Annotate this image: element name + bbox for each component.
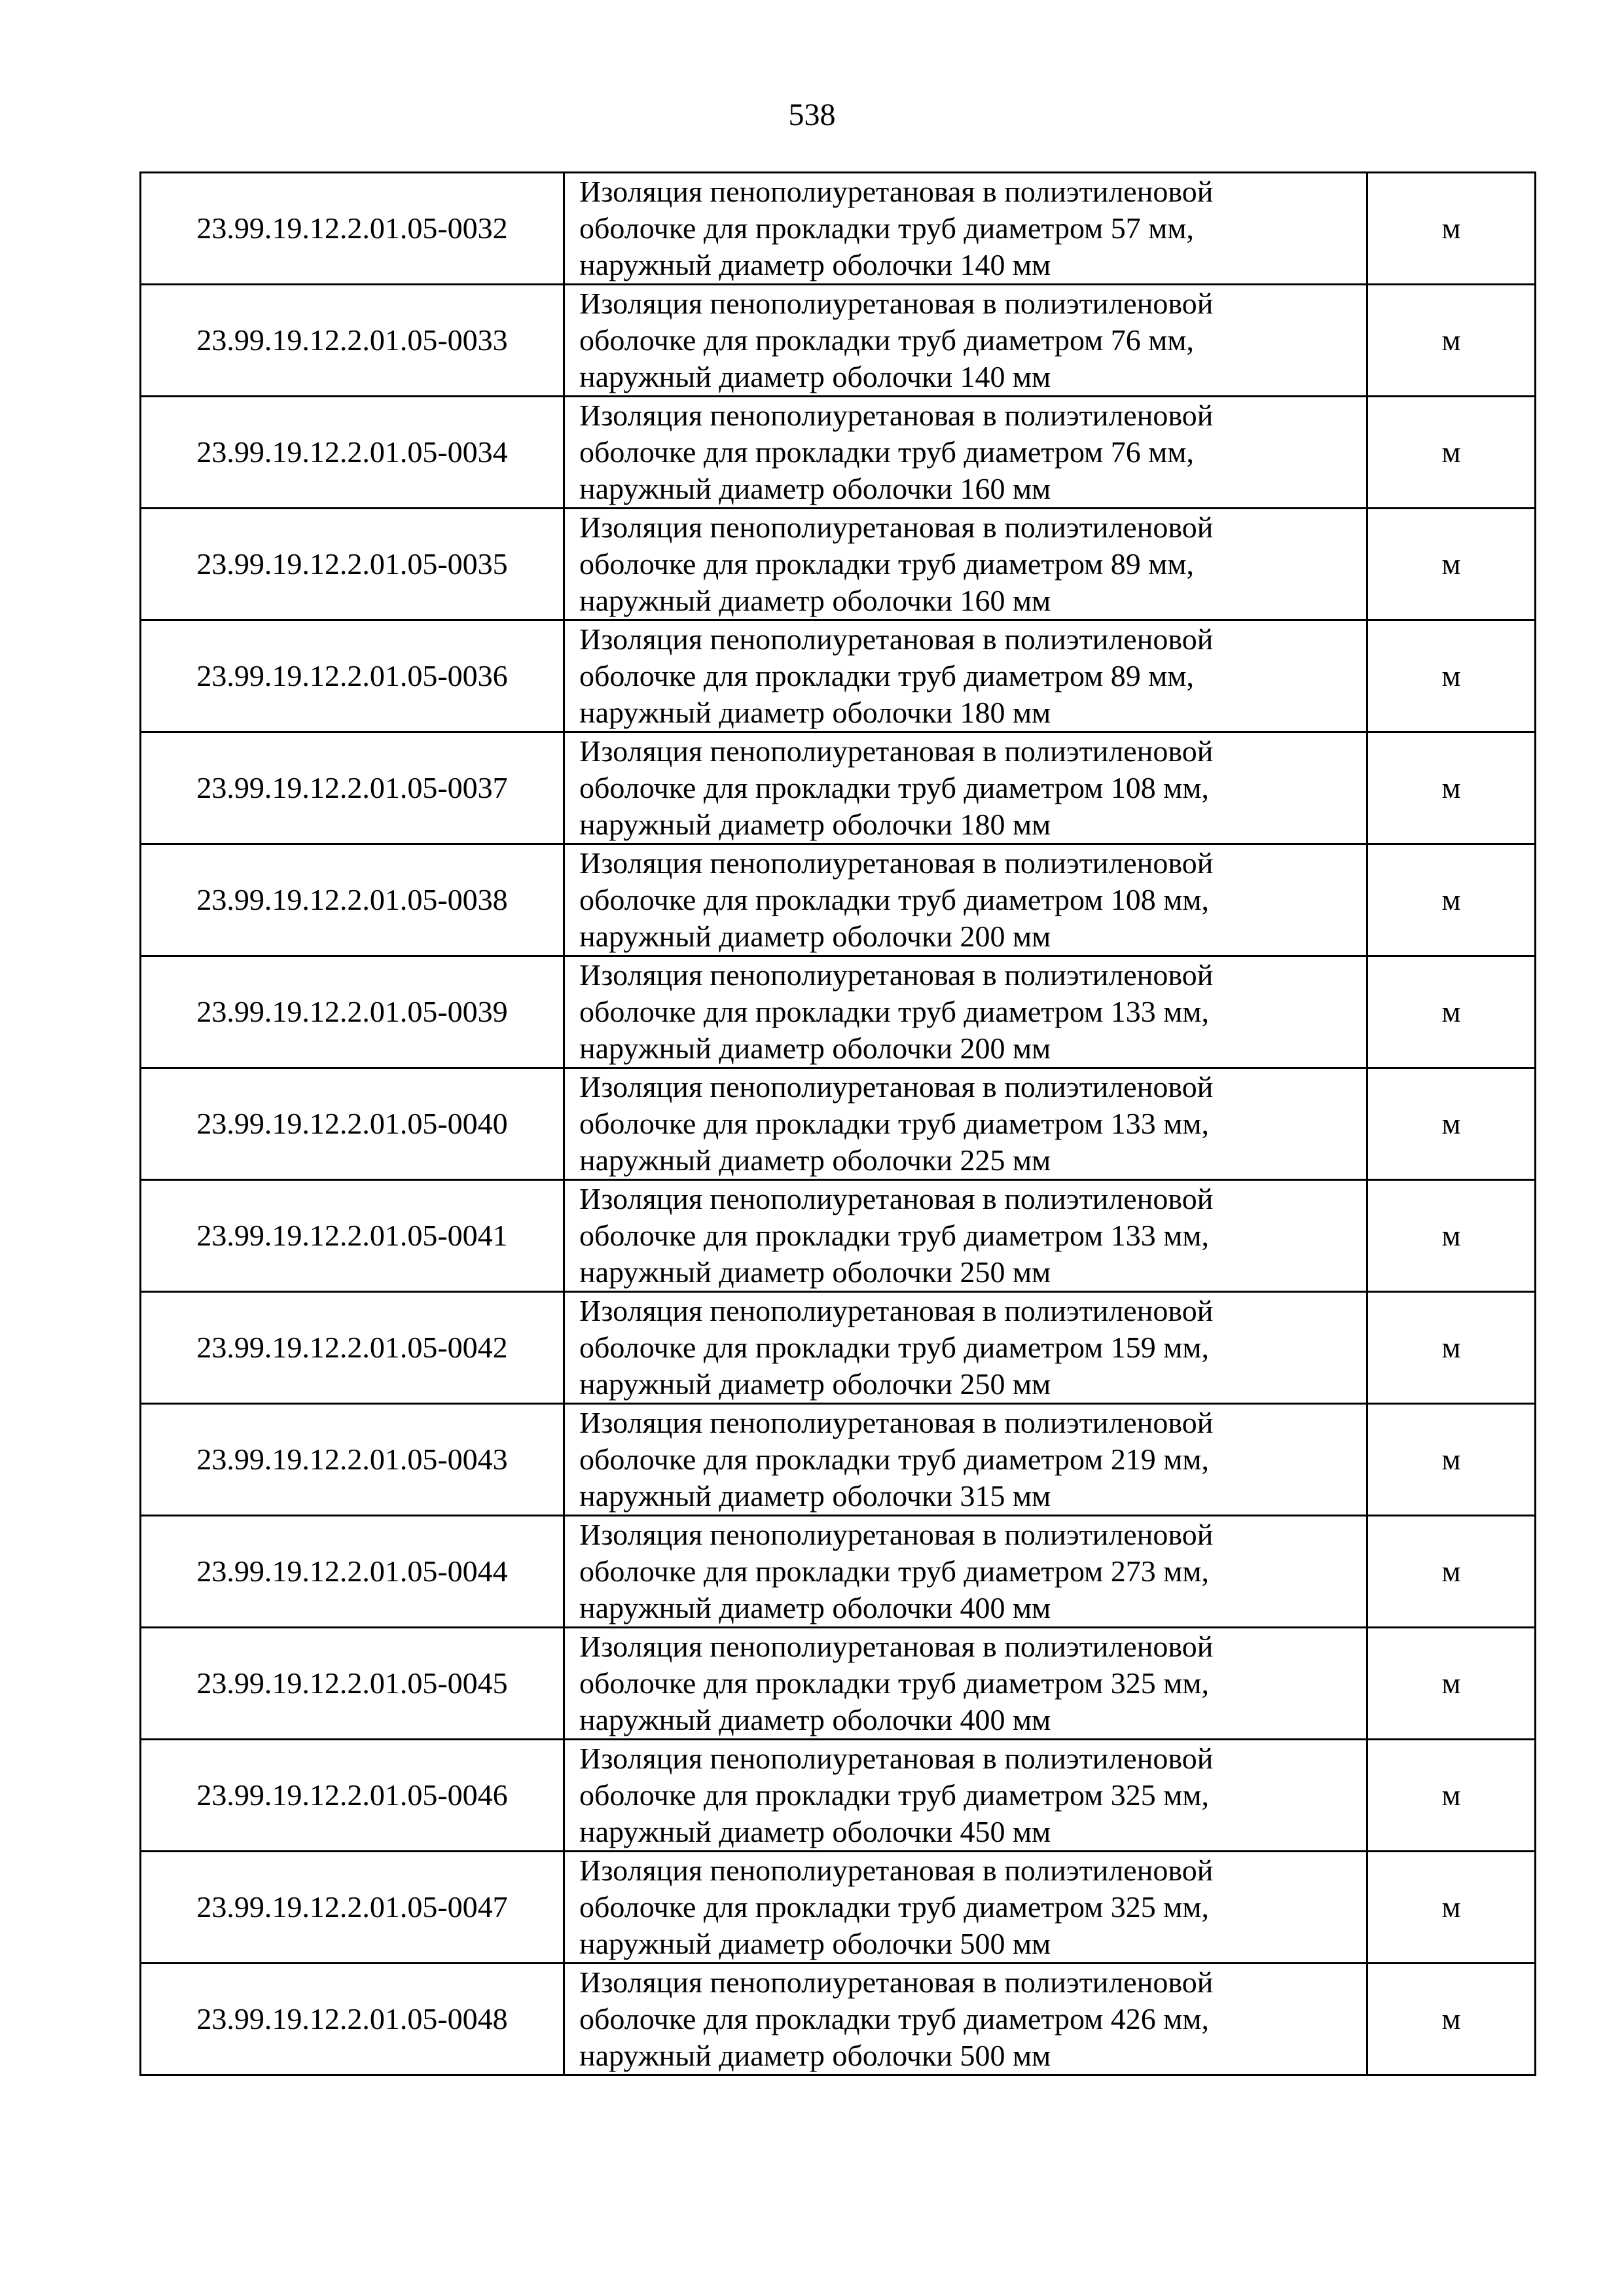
resource-description (564, 844, 1367, 956)
unit-of-measure: м (1367, 1964, 1536, 2075)
resource-code: 23.99.19.12.2.01.05-0044 (141, 1516, 564, 1628)
description-line: оболочке для прокладки труб диаметром 133 мм, (579, 995, 1209, 1028)
description-line: наружный диаметр оболочки 400 мм (579, 1703, 1051, 1736)
description-line: Изоляция пенополиуретановая в полиэтиленовой (579, 1294, 1214, 1327)
resource-description (564, 1852, 1367, 1964)
table-row (141, 1628, 1536, 1740)
unit-of-measure: м (1367, 1628, 1536, 1740)
description-line: Изоляция пенополиуретановая в полиэтиленовой (579, 958, 1214, 992)
description-line: оболочке для прокладки труб диаметром 89 мм, (579, 547, 1194, 581)
description-line: наружный диаметр оболочки 180 мм (579, 808, 1051, 841)
resource-description (564, 173, 1367, 285)
table-row (141, 285, 1536, 397)
table-row (141, 397, 1536, 509)
unit-of-measure: м (1367, 1740, 1536, 1852)
description-line: оболочке для прокладки труб диаметром 426 мм, (579, 2002, 1209, 2036)
table-row (141, 620, 1536, 732)
unit-of-measure: м (1367, 509, 1536, 620)
resource-code: 23.99.19.12.2.01.05-0033 (141, 285, 564, 397)
resource-code: 23.99.19.12.2.01.05-0037 (141, 732, 564, 844)
table-row (141, 1964, 1536, 2075)
description-line: Изоляция пенополиуретановая в полиэтиленовой (579, 511, 1214, 544)
resource-code: 23.99.19.12.2.01.05-0036 (141, 620, 564, 732)
table-row (141, 1404, 1536, 1516)
description-line: оболочке для прокладки труб диаметром 273 мм, (579, 1554, 1209, 1588)
resource-description (564, 285, 1367, 397)
description-line: оболочке для прокладки труб диаметром 219 мм, (579, 1443, 1209, 1476)
resource-code: 23.99.19.12.2.01.05-0039 (141, 956, 564, 1068)
description-line: наружный диаметр оболочки 250 мм (579, 1255, 1051, 1289)
unit-of-measure: м (1367, 1068, 1536, 1180)
resource-table (139, 171, 1536, 2076)
resource-description (564, 1740, 1367, 1852)
description-line: оболочке для прокладки труб диаметром 57 мм, (579, 211, 1194, 245)
description-line: наружный диаметр оболочки 200 мм (579, 1031, 1051, 1065)
table-row (141, 1068, 1536, 1180)
resource-code: 23.99.19.12.2.01.05-0034 (141, 397, 564, 509)
description-line: Изоляция пенополиуретановая в полиэтиленовой (579, 1742, 1214, 1775)
description-line: Изоляция пенополиуретановая в полиэтиленовой (579, 622, 1214, 656)
description-line: Изоляция пенополиуретановая в полиэтиленовой (579, 287, 1214, 320)
description-line: оболочке для прокладки труб диаметром 108 мм, (579, 883, 1209, 916)
resource-code: 23.99.19.12.2.01.05-0041 (141, 1180, 564, 1292)
table-row (141, 844, 1536, 956)
description-line: Изоляция пенополиуретановая в полиэтиленовой (579, 846, 1214, 880)
description-line: оболочке для прокладки труб диаметром 325 мм, (579, 1778, 1209, 1812)
unit-of-measure: м (1367, 844, 1536, 956)
resource-code: 23.99.19.12.2.01.05-0035 (141, 509, 564, 620)
description-line: Изоляция пенополиуретановая в полиэтиленовой (579, 1070, 1214, 1103)
description-line: наружный диаметр оболочки 500 мм (579, 2039, 1051, 2072)
resource-description (564, 732, 1367, 844)
resource-description (564, 1404, 1367, 1516)
table-row (141, 173, 1536, 285)
resource-description (564, 509, 1367, 620)
resource-code: 23.99.19.12.2.01.05-0043 (141, 1404, 564, 1516)
unit-of-measure: м (1367, 1852, 1536, 1964)
unit-of-measure: м (1367, 620, 1536, 732)
resource-code: 23.99.19.12.2.01.05-0046 (141, 1740, 564, 1852)
description-line: наружный диаметр оболочки 140 мм (579, 248, 1051, 281)
table-body (141, 173, 1536, 2075)
table-row (141, 1516, 1536, 1628)
unit-of-measure: м (1367, 1292, 1536, 1404)
table-row (141, 509, 1536, 620)
description-line: Изоляция пенополиуретановая в полиэтиленовой (579, 399, 1214, 432)
description-line: Изоляция пенополиуретановая в полиэтиленовой (579, 1965, 1214, 1999)
unit-of-measure: м (1367, 285, 1536, 397)
resource-description (564, 1292, 1367, 1404)
resource-description (564, 620, 1367, 732)
description-line: оболочке для прокладки труб диаметром 76 мм, (579, 323, 1194, 357)
description-line: Изоляция пенополиуретановая в полиэтиленовой (579, 1182, 1214, 1215)
unit-of-measure: м (1367, 397, 1536, 509)
table-row (141, 1740, 1536, 1852)
description-line: наружный диаметр оболочки 450 мм (579, 1815, 1051, 1848)
description-line: наружный диаметр оболочки 400 мм (579, 1591, 1051, 1624)
resource-code: 23.99.19.12.2.01.05-0040 (141, 1068, 564, 1180)
table-row (141, 1292, 1536, 1404)
description-line: оболочке для прокладки труб диаметром 159 мм, (579, 1331, 1209, 1364)
description-line: наружный диаметр оболочки 200 мм (579, 920, 1051, 953)
unit-of-measure: м (1367, 1180, 1536, 1292)
unit-of-measure: м (1367, 1516, 1536, 1628)
table-row (141, 956, 1536, 1068)
description-line: Изоляция пенополиуретановая в полиэтиленовой (579, 1406, 1214, 1439)
description-line: наружный диаметр оболочки 315 мм (579, 1479, 1051, 1513)
description-line: наружный диаметр оболочки 500 мм (579, 1927, 1051, 1960)
unit-of-measure: м (1367, 1404, 1536, 1516)
resource-description (564, 1180, 1367, 1292)
description-line: оболочке для прокладки труб диаметром 108 мм, (579, 771, 1209, 804)
table-row (141, 1852, 1536, 1964)
description-line: Изоляция пенополиуретановая в полиэтиленовой (579, 1518, 1214, 1551)
description-line: Изоляция пенополиуретановая в полиэтиленовой (579, 734, 1214, 768)
resource-description (564, 956, 1367, 1068)
description-line: наружный диаметр оболочки 140 мм (579, 360, 1051, 393)
resource-description (564, 1516, 1367, 1628)
resource-code: 23.99.19.12.2.01.05-0048 (141, 1964, 564, 2075)
resource-description (564, 1628, 1367, 1740)
resource-code: 23.99.19.12.2.01.05-0045 (141, 1628, 564, 1740)
resource-description (564, 1964, 1367, 2075)
description-line: Изоляция пенополиуретановая в полиэтиленовой (579, 1854, 1214, 1887)
table-row (141, 1180, 1536, 1292)
resource-code: 23.99.19.12.2.01.05-0038 (141, 844, 564, 956)
description-line: наружный диаметр оболочки 250 мм (579, 1367, 1051, 1401)
resource-description (564, 397, 1367, 509)
description-line: оболочке для прокладки труб диаметром 133 мм, (579, 1219, 1209, 1252)
unit-of-measure: м (1367, 956, 1536, 1068)
description-line: оболочке для прокладки труб диаметром 133 мм, (579, 1107, 1209, 1140)
description-line: наружный диаметр оболочки 225 мм (579, 1143, 1051, 1177)
description-line: оболочке для прокладки труб диаметром 325 мм, (579, 1666, 1209, 1700)
description-line: наружный диаметр оболочки 160 мм (579, 584, 1051, 617)
table-row (141, 732, 1536, 844)
description-line: Изоляция пенополиуретановая в полиэтиленовой (579, 1630, 1214, 1663)
description-line: наружный диаметр оболочки 180 мм (579, 696, 1051, 729)
resource-code: 23.99.19.12.2.01.05-0042 (141, 1292, 564, 1404)
description-line: оболочке для прокладки труб диаметром 89 мм, (579, 659, 1194, 692)
unit-of-measure: м (1367, 732, 1536, 844)
description-line: наружный диаметр оболочки 160 мм (579, 472, 1051, 505)
page-number: 538 (788, 98, 836, 132)
resource-code: 23.99.19.12.2.01.05-0047 (141, 1852, 564, 1964)
description-line: Изоляция пенополиуретановая в полиэтиленовой (579, 175, 1214, 208)
description-line: оболочке для прокладки труб диаметром 325 мм, (579, 1890, 1209, 1924)
unit-of-measure: м (1367, 173, 1536, 285)
resource-code: 23.99.19.12.2.01.05-0032 (141, 173, 564, 285)
resource-description (564, 1068, 1367, 1180)
description-line: оболочке для прокладки труб диаметром 76 мм, (579, 435, 1194, 469)
